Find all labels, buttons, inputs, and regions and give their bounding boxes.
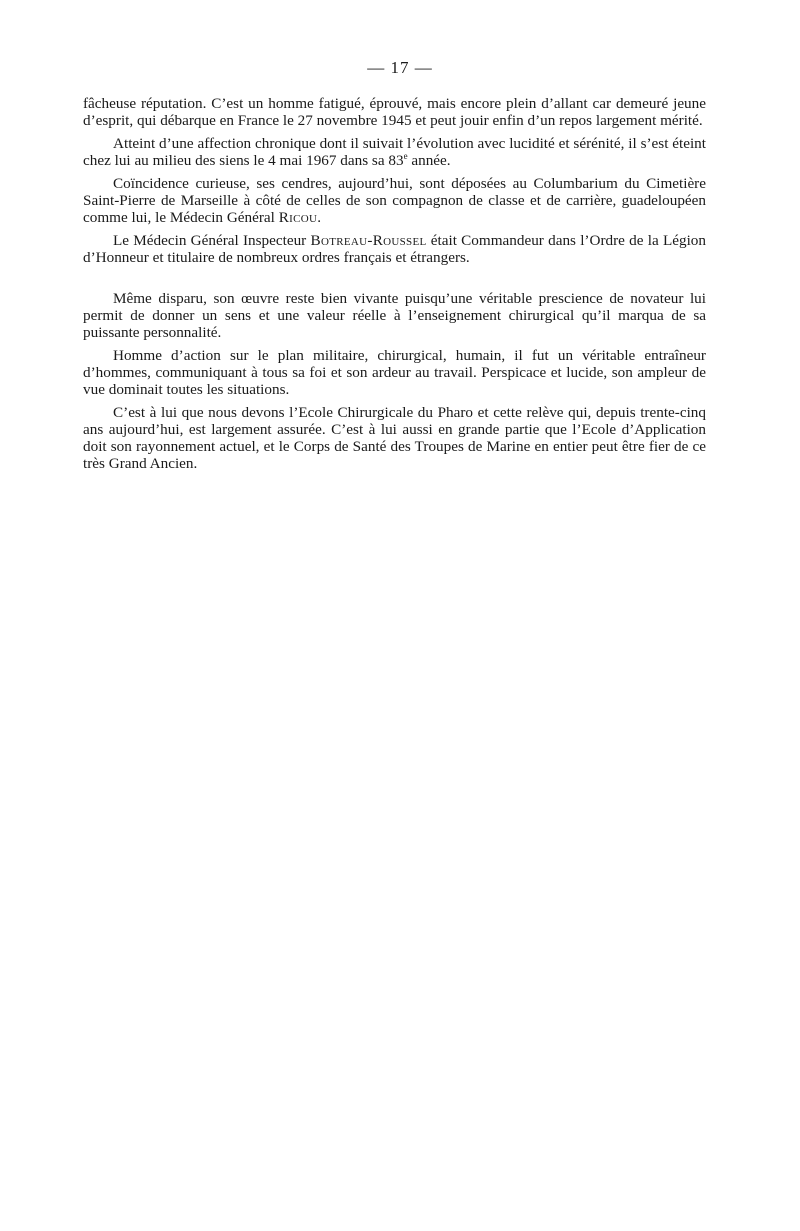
paragraph-death-text: Atteint d’une affection chronique dont il suivait l’évolution avec lucidité et sérénité, il s’est éteint chez lui au milieu des siens le 4 mai 1967 dans sa 83: [83, 135, 706, 169]
paragraph-death: [83, 135, 706, 169]
text-section-biography-end: [83, 95, 706, 272]
paragraph-death-text-end: année.: [407, 152, 451, 169]
paragraph-pharo-school: C’est à lui que nous devons l’Ecole Chirurgicale du Pharo et cette relève qui, depuis trente-cinq ans aujourd’hui, est largement assurée. C’est à lui aussi en grande partie que l’Ecole d’Application doit son rayonnement actuel, et le Corps de Santé des Troupes de Marine en entier peut être fier de ce très Grand Ancien.: [83, 404, 706, 472]
paragraph-ashes: [83, 175, 706, 226]
page-number: — 17 —: [367, 58, 433, 77]
paragraph-honours-text: Le Médecin Général Inspecteur: [113, 232, 311, 249]
paragraph-return: fâcheuse réputation. C’est un homme fatigué, éprouvé, mais encore plein d’allant car demeuré jeune d’esprit, qui débarque en France le 27 novembre 1945 et peut jouir enfin d’un repos largement mérité.: [83, 95, 706, 129]
paragraph-man-of-action: Homme d’action sur le plan militaire, chirurgical, humain, il fut un véritable entraîneur d’hommes, communiquant à tous sa foi et son ardeur au travail. Perspicace et lucide, son ampleur de vue dominait toutes les situations.: [83, 347, 706, 398]
text-section-legacy: [83, 290, 706, 478]
name-botreau-roussel: Botreau-Roussel: [310, 232, 427, 249]
paragraph-legacy: Même disparu, son œuvre reste bien vivante puisqu’une véritable prescience de novateur lui permit de donner un sens et une valeur réelle à l’enseignement chirurgical qu’il marqua de sa puissante personnalité.: [83, 290, 706, 341]
paragraph-honours: [83, 232, 706, 266]
paragraph-honours-text-end: était Commandeur dans l’Ordre de la Légion d’Honneur et titulaire de nombreux ordres français et étrangers.: [83, 232, 706, 266]
paragraph-ashes-text: Coïncidence curieuse, ses cendres, aujourd’hui, sont déposées au Columbarium du Cimetière Saint-Pierre de Marseille à côté de celles de son compagnon de classe et de carrière, guadeloupéen comme lui, le Médecin Général: [83, 175, 706, 226]
paragraph-ashes-text-end: .: [317, 209, 322, 226]
name-ricou: Ricou: [278, 209, 318, 226]
ordinal-superscript: e: [403, 150, 408, 161]
